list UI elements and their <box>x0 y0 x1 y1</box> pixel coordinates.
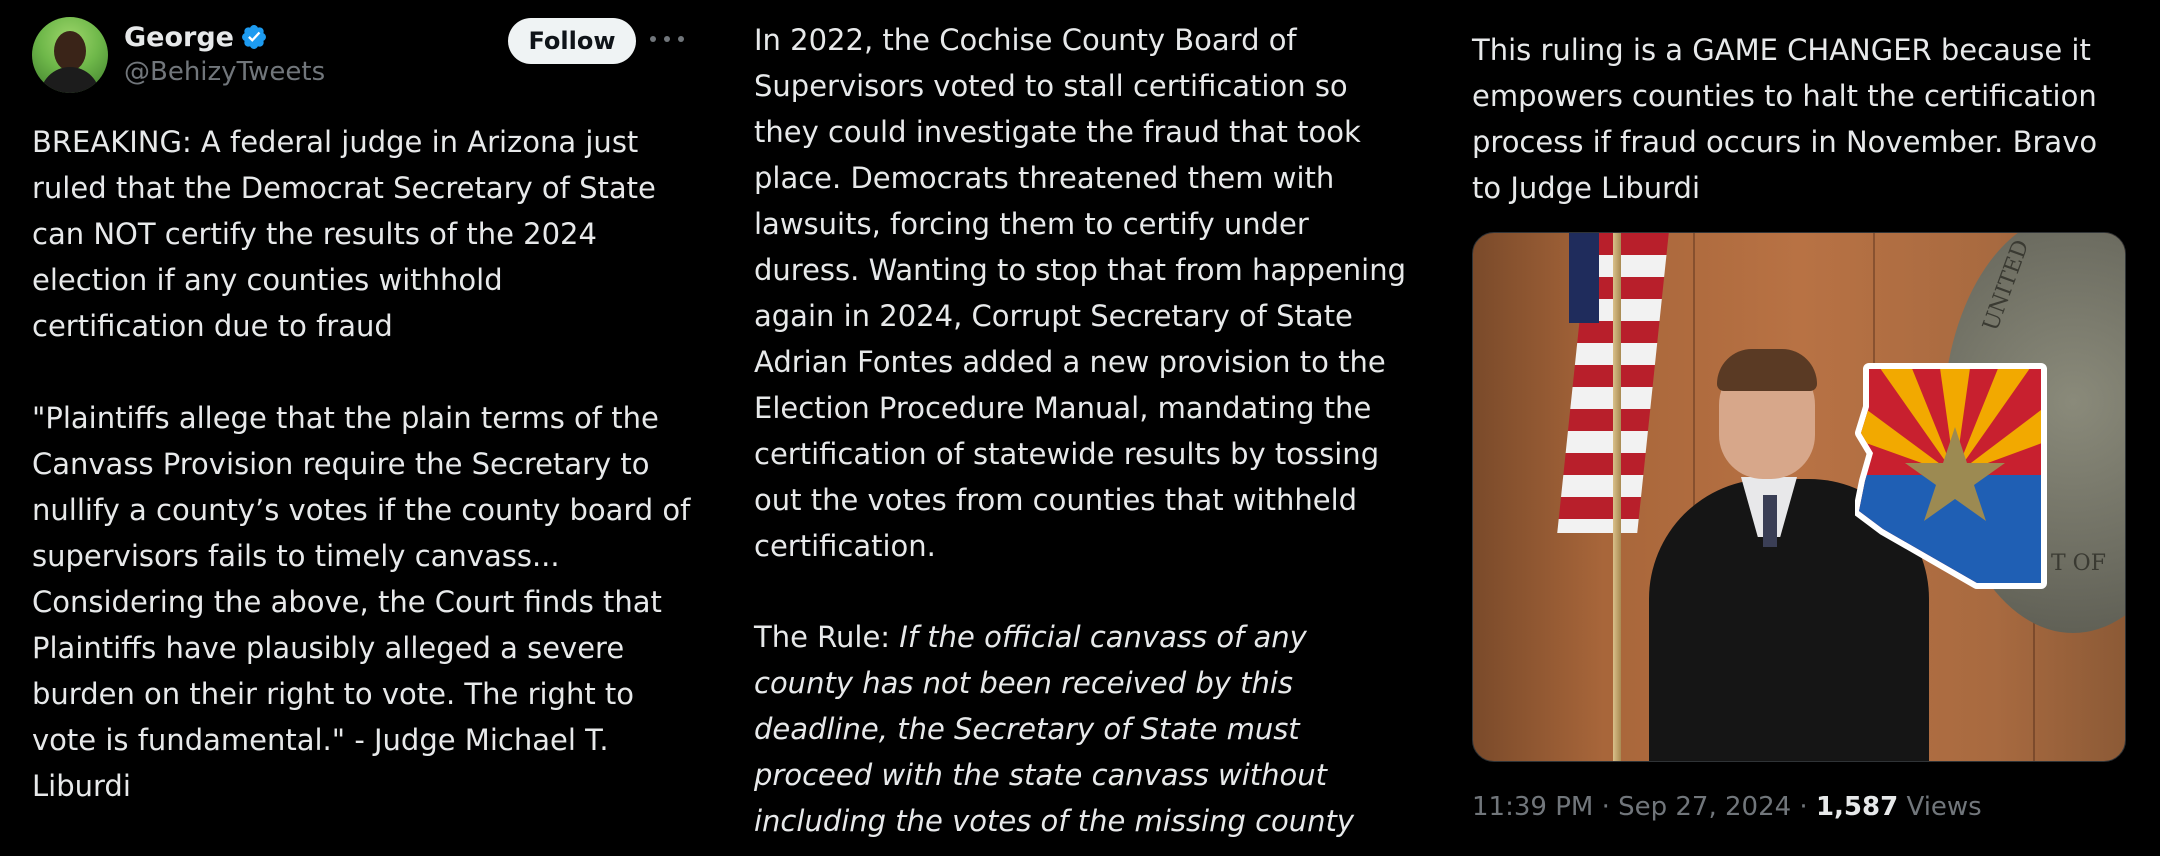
tweet-text-part-2: In 2022, the Cochise County Board of Supervisors voted to stall certification so they could investigate the fraud that took place. Democrats threatened them with lawsuits, forcing them to certify under duress. Wanting to stop that from happening again in 2024, Corrupt Secretary of State Adrian Fontes added a new provision to the Election Procedure Manual, mandating the certification of statewide results by tossing out the votes from counties that withheld certification. <box>754 23 1407 563</box>
flag-pole <box>1613 233 1621 761</box>
tweet-column-1 <box>32 0 692 856</box>
arizona-flag-state-icon <box>1855 361 2053 589</box>
avatar[interactable] <box>32 17 108 93</box>
verified-badge-icon <box>240 23 268 51</box>
seal-text-bottom: T OF <box>2051 551 2106 576</box>
more-horizontal-icon[interactable] <box>650 27 684 51</box>
views-count: 1,587 <box>1815 792 1899 822</box>
rule-quote <box>754 614 1414 844</box>
tweet-column-3 <box>1472 0 2132 856</box>
tweet-meta: 11:39 PM · Sep 27, 2024 · 1,587 Views <box>1472 792 1982 822</box>
author-handle[interactable]: @BehizyTweets <box>124 57 326 87</box>
tweet-date[interactable]: Sep 27, 2024 <box>1618 792 1792 822</box>
author-name[interactable]: George <box>124 21 234 53</box>
tweet-text-part-3: This ruling is a GAME CHANGER because it empowers counties to halt the certification process if fraud occurs in November. Bravo to Judge Liburdi <box>1472 33 2098 205</box>
rule-text: If the official canvass of any county has not been received by this deadline, the Secretary of State must proceed with the state canvass without including the votes of the missing county <box>754 620 1355 838</box>
seal-text-top: UNITED <box>1978 236 2035 335</box>
views-label: Views <box>1898 792 1982 822</box>
tweet-header <box>32 17 692 97</box>
tweet-column-2 <box>754 0 1414 856</box>
tweet-text-part-1: BREAKING: A federal judge in Arizona just ruled that the Democrat Secretary of State can NOT certify the results of the 2024 election if any counties withhold certification due to fraud "Plaintiffs allege that the plain terms of the Canvass Provision require the Secretary to nullify a county’s votes if the county board of supervisors fails to timely canvass... Considering the above, the Court finds that Plaintiffs have plausibly alleged a severe burden on their right to vote. The right to vote is fundamental." - Judge Michael T. Liburdi <box>32 125 691 803</box>
author-name-line[interactable] <box>124 19 268 55</box>
rule-prefix: The Rule: <box>754 620 900 654</box>
tweet-photo[interactable] <box>1472 232 2126 762</box>
follow-button[interactable]: Follow <box>508 18 636 64</box>
tweet-time[interactable]: 11:39 PM <box>1472 792 1594 822</box>
